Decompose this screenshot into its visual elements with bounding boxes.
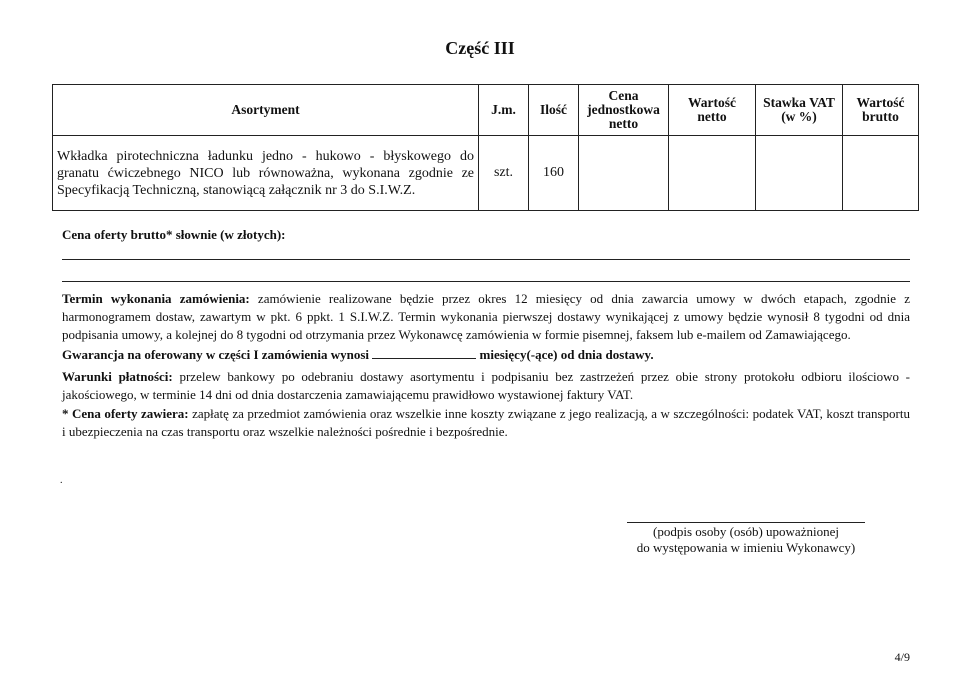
guarantee-text-after: miesięcy(-ące) od dnia dostawy. [479, 347, 654, 362]
signature-caption [627, 524, 865, 556]
price-in-words-line-1[interactable] [62, 259, 910, 260]
table-header-row [53, 85, 919, 136]
header-gross-value: Wartość brutto [843, 85, 919, 136]
delivery-terms-text: zamówienie realizowane będzie przez okres 12 miesięcy od dnia zawarcia umowy w dwóch etapach, zgodnie z harmonogramem dostaw, zawartym w pkt. 6 ppkt. 1 S.I.W.Z. Termin wykonania pierwszej dostawy wynikającej z umowy będzie wynosił 8 tygodni od dnia podpisania umowy, a kolejnej do 8 tygodni od otrzymania przez Wykonawcę zamówienia w formie pisemnej, faksem lub e-mailem od Zamawiającego. [62, 291, 910, 342]
payment-terms-text: przelew bankowy po odebraniu dostawy asortymentu i podpisaniu bez zastrzeżeń przez obie strony protokołu odbioru ilościowo - jakościowego, w terminie 14 dni od dnia dostarczenia zamawiającemu prawidłowo wystawionej faktury VAT. [62, 369, 911, 402]
guarantee-months-blank[interactable] [372, 347, 476, 359]
signature-caption-line-1: (podpis osoby (osób) upoważnionej [653, 524, 839, 539]
price-footnote-text: zapłatę za przedmiot zamówienia oraz wszelkie inne koszty związane z jego realizacją, a w szczególności: podatek VAT, koszt transportu i ubezpieczenia na czas transportu oraz wszelkie należności pośrednie i bezpośrednie. [62, 406, 910, 439]
header-net-value: Wartość netto [669, 85, 756, 136]
header-unit: J.m. [479, 85, 529, 136]
row-vat-rate[interactable] [756, 136, 843, 211]
guarantee-line [62, 346, 910, 364]
table-row [53, 136, 919, 211]
page-title: Część III [445, 38, 515, 58]
offer-table [52, 84, 919, 211]
delivery-terms [62, 290, 910, 344]
signature-caption-line-2: do występowania w imieniu Wykonawcy) [636, 540, 856, 555]
guarantee-text-before: Gwarancja na oferowany w części I zamówienia wynosi [62, 347, 370, 362]
stray-mark: . [60, 475, 63, 486]
header-vat-rate: Stawka VAT (w %) [756, 85, 843, 136]
price-footnote-label: * Cena oferty zawiera: [62, 406, 189, 421]
row-quantity: 160 [529, 136, 579, 211]
header-quantity: Ilość [529, 85, 579, 136]
row-unit: szt. [479, 136, 529, 211]
price-footnote [62, 405, 910, 441]
price-in-words-label: Cena oferty brutto* słownie (w złotych): [62, 227, 286, 242]
payment-terms-label: Warunki płatności: [62, 369, 173, 384]
row-unit-price[interactable] [579, 136, 669, 211]
row-assortment: Wkładka pirotechniczna ładunku jedno - hukowo - błyskowego do granatu ćwiczebnego NICO lub równoważna, wykonana zgodnie ze Specyfikacją Techniczną, stanowiącą załącznik nr 3 do S.I.W.Z. [53, 136, 479, 211]
row-gross-value[interactable] [843, 136, 919, 211]
page-number: 4/9 [894, 650, 910, 664]
row-net-value[interactable] [669, 136, 756, 211]
header-assortment: Asortyment [53, 85, 479, 136]
signature-line[interactable] [627, 522, 865, 523]
price-in-words-line-2[interactable] [62, 281, 910, 282]
payment-terms [62, 368, 910, 404]
header-unit-price: Cena jednostkowa netto [579, 85, 669, 136]
delivery-terms-label: Termin wykonania zamówienia: [62, 291, 250, 306]
